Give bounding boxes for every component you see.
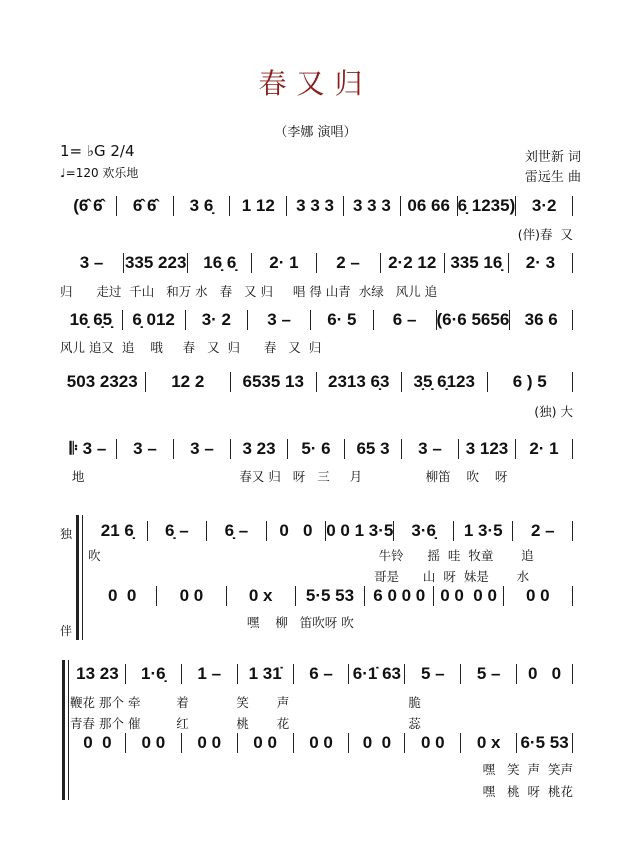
measure: (6·6 5656: [436, 310, 510, 329]
measure: 3 6̣: [189, 196, 214, 215]
measure: 6535 13: [242, 372, 304, 391]
lyrics-line-7c: 嘿 笑 声 笑声: [482, 762, 573, 777]
system-brace: [76, 515, 83, 640]
measure: 2 –: [530, 521, 555, 540]
measure: 0 0: [526, 586, 550, 605]
measure: 65 3: [356, 439, 390, 458]
measure: 1 3·5: [463, 521, 503, 540]
measure: 06 66: [407, 196, 450, 215]
measure: 3̣5̣ 6̣123: [413, 372, 475, 391]
composer: 雷远生 曲: [524, 170, 581, 185]
measure: 0 0 0 0: [440, 586, 497, 605]
measure: 2· 1: [529, 439, 559, 458]
measure: 0 0 1 3·5: [326, 521, 394, 540]
measure: 6·1̇ 63: [352, 664, 401, 683]
barline: [572, 372, 573, 392]
measure: 503 2323: [66, 372, 138, 391]
measure: 6 –: [392, 310, 417, 329]
measure: 6̣ 1235): [457, 196, 516, 215]
measure: 16̣ 6̣: [203, 253, 237, 272]
measure: 0 0: [197, 733, 222, 752]
barline: [572, 196, 573, 216]
measure: 2 –: [336, 253, 360, 272]
measure: 3 3 3: [352, 196, 391, 215]
barline: [572, 521, 573, 541]
staff-line-1: [60, 195, 573, 217]
measure: 0 0: [420, 733, 445, 752]
barline: [572, 664, 573, 684]
measure: 0 0: [253, 733, 277, 752]
measure: 1 31̇: [248, 664, 282, 683]
measure: 0 0: [179, 586, 204, 605]
measure: 0 0: [362, 733, 392, 752]
measure: 1·6̣: [141, 664, 166, 683]
measure: 3 123: [465, 439, 509, 458]
staff-line-9: [70, 732, 573, 754]
part-label-solo: 独: [60, 527, 73, 541]
staff-line-2: [60, 252, 573, 274]
staff-line-4: [60, 371, 573, 393]
measure: 6̣ –: [165, 521, 189, 540]
system-brace: [62, 660, 69, 800]
measure: 2313 6̣3: [328, 372, 390, 391]
measure: 2· 1: [269, 253, 299, 272]
barline: [572, 733, 573, 753]
measure: 3 –: [267, 310, 291, 329]
measure: 6 0 0 0: [373, 586, 426, 605]
measure: 5 –: [476, 664, 501, 683]
measure: 6 ) 5: [512, 372, 547, 391]
measure: 6̂ 6̂: [132, 196, 157, 215]
measure: 13 23: [76, 664, 119, 683]
measure: 0 0: [309, 733, 333, 752]
measure: 3 3 3: [296, 196, 334, 215]
part-label-accomp: 伴: [60, 624, 73, 638]
measure: 𝄆 3 –: [69, 439, 107, 458]
measure: 3 23: [242, 439, 276, 458]
song-title: 春又归: [258, 67, 373, 100]
measure: 3 –: [79, 253, 104, 272]
staff-line-7: [88, 585, 573, 607]
measure: 6̣ 012: [132, 310, 175, 329]
barline: [572, 586, 573, 606]
measure: 335 16̣: [450, 253, 503, 272]
tempo-marking: ♩=120 欢乐地: [60, 166, 139, 180]
staff-line-5: [60, 438, 573, 460]
measure: 6·5 53: [520, 733, 569, 752]
measure: 0 0: [279, 521, 313, 540]
measure: 1 12: [241, 196, 275, 215]
singer: （李娜 演唱）: [274, 125, 357, 140]
barline: [572, 310, 573, 330]
measure: 0 0: [107, 586, 137, 605]
staff-line-8: [70, 663, 573, 685]
staff-line-6: [88, 520, 573, 542]
measure: 3·6̣: [411, 521, 436, 540]
measure: 0 0: [83, 733, 112, 752]
measure: 0 0: [528, 664, 562, 683]
measure: 0 x: [476, 733, 501, 752]
measure: 3· 2: [201, 310, 232, 329]
lyrics-line-7a: 鞭花 那个 牵 着 笑 声 脆: [70, 695, 421, 710]
lyrics-line-6a: 吹 牛铃 摇 哇 牧童 追: [88, 548, 534, 563]
lyrics-line-5: 地 春又 归 呀 三 月 柳笛 吹 呀: [60, 469, 508, 484]
staff-line-3: [60, 309, 573, 331]
measure: 3·2: [531, 196, 557, 215]
measure: 3 –: [133, 439, 157, 458]
measure: 16̣ 6̣5̣: [69, 310, 113, 329]
measure: 6· 5: [327, 310, 357, 329]
lyrics-line-7d: 嘿 桃 呀 桃花: [482, 784, 573, 799]
lyrics-line-6c: 嘿 柳 笛吹呀 吹: [88, 615, 354, 630]
measure: 12 2: [171, 372, 205, 391]
lyrics-line-1: (伴)春 又: [517, 227, 573, 242]
measure: 5· 6: [301, 439, 331, 458]
lyricist: 刘世新 词: [524, 150, 581, 165]
barline: [572, 253, 573, 273]
barline: [572, 439, 573, 459]
lyrics-line-3: 风儿 追又 追 哦 春 又 归 春 又 归: [60, 340, 322, 355]
measure: 5 –: [420, 664, 445, 683]
measure: 0 x: [248, 586, 273, 605]
measure: 2· 3: [525, 253, 556, 272]
measure: 0 0: [141, 733, 166, 752]
lyrics-line-7b: 青春 那个 催 红 桃 花 蕊: [70, 716, 421, 731]
measure: 3 –: [418, 439, 442, 458]
measure: 6 –: [309, 664, 333, 683]
measure: 3 –: [190, 439, 214, 458]
lyrics-line-6b: 哥是 山 呀 妹是 水: [88, 569, 530, 584]
measure: (6̂ 6̂: [73, 196, 103, 215]
lyrics-line-2: 归 走过 千山 和万 水 春 又 归 唱 得 山青 水绿 风儿 追: [60, 284, 438, 299]
lyrics-line-4: (独) 大: [534, 404, 573, 419]
measure: 335 223: [124, 253, 187, 272]
measure: 36 6: [524, 310, 558, 329]
measure: 6̣ –: [224, 521, 249, 540]
key-signature: 1= ♭G 2/4: [60, 142, 135, 160]
measure: 21 6̣: [100, 521, 134, 540]
measure: 5·5 53: [305, 586, 355, 605]
measure: 2·2 12: [388, 253, 437, 272]
measure: 1 –: [197, 664, 222, 683]
